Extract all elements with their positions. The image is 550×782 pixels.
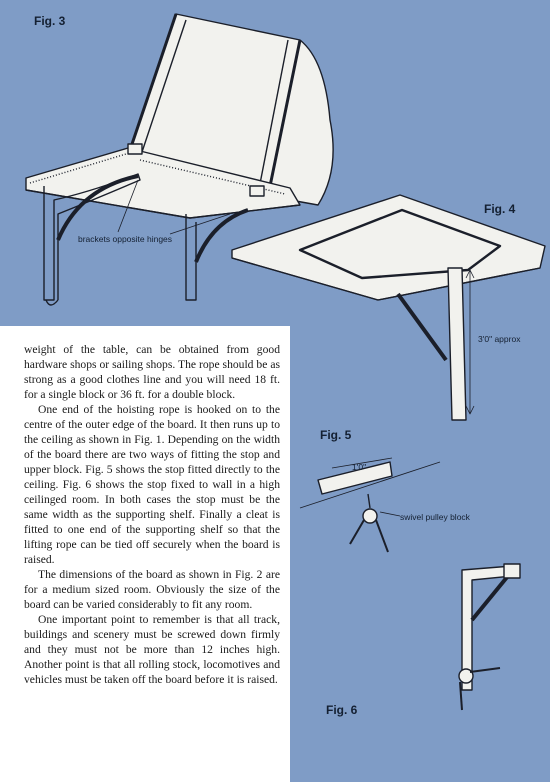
fig5-label: Fig. 5 (320, 428, 352, 442)
fig3-label: Fig. 3 (34, 14, 66, 28)
fig6-label: Fig. 6 (326, 703, 358, 717)
paragraph: One important point to remember is that all track, buildings and scenery must be screwed down firmly and they must not be more than 12 inches high. Another point is that all rolling stock, locomotives and vehicles must be taken off the board before it is raised. (24, 613, 280, 686)
fig5-callout: swivel pulley block (400, 512, 470, 522)
fig4-support (448, 268, 466, 420)
fig3-callout: brackets opposite hinges (78, 234, 173, 244)
body-text (24, 342, 280, 687)
paragraph: The dimensions of the board as shown in Fig. 2 are for a medium sized room. Obviously the size of the board can be varied considerably to fit any room. (24, 568, 280, 611)
fig5-pulley (363, 509, 377, 523)
paragraph: One end of the hoisting rope is hooked on to the centre of the outer edge of the board. It then runs up to the ceiling as shown in Fig. 1. Depending on the width of the board there are two ways of fitting the stop and upper block. Fig. 5 shows the stop fitted directly to the ceiling. Fig. 6 shows the stop fixed to wall in a high ceilinged room. In both cases the stop must be the same width as the supporting shelf. Finally a cleat is fitted to one end of the supporting shelf so that the lifting rope can be tied off securely when the board is raised. (24, 403, 280, 566)
fig4-callout: 3'0" approx (478, 334, 521, 344)
fig5-dimension: 1'0" (352, 462, 367, 472)
paragraph: weight of the table, can be obtained from good hardware shops or sailing shops. The rope should be as strong as a good clothes line and you will need 18 ft. for a single block or 36 ft. for a double block. (24, 343, 280, 401)
fig4-label: Fig. 4 (484, 202, 516, 216)
